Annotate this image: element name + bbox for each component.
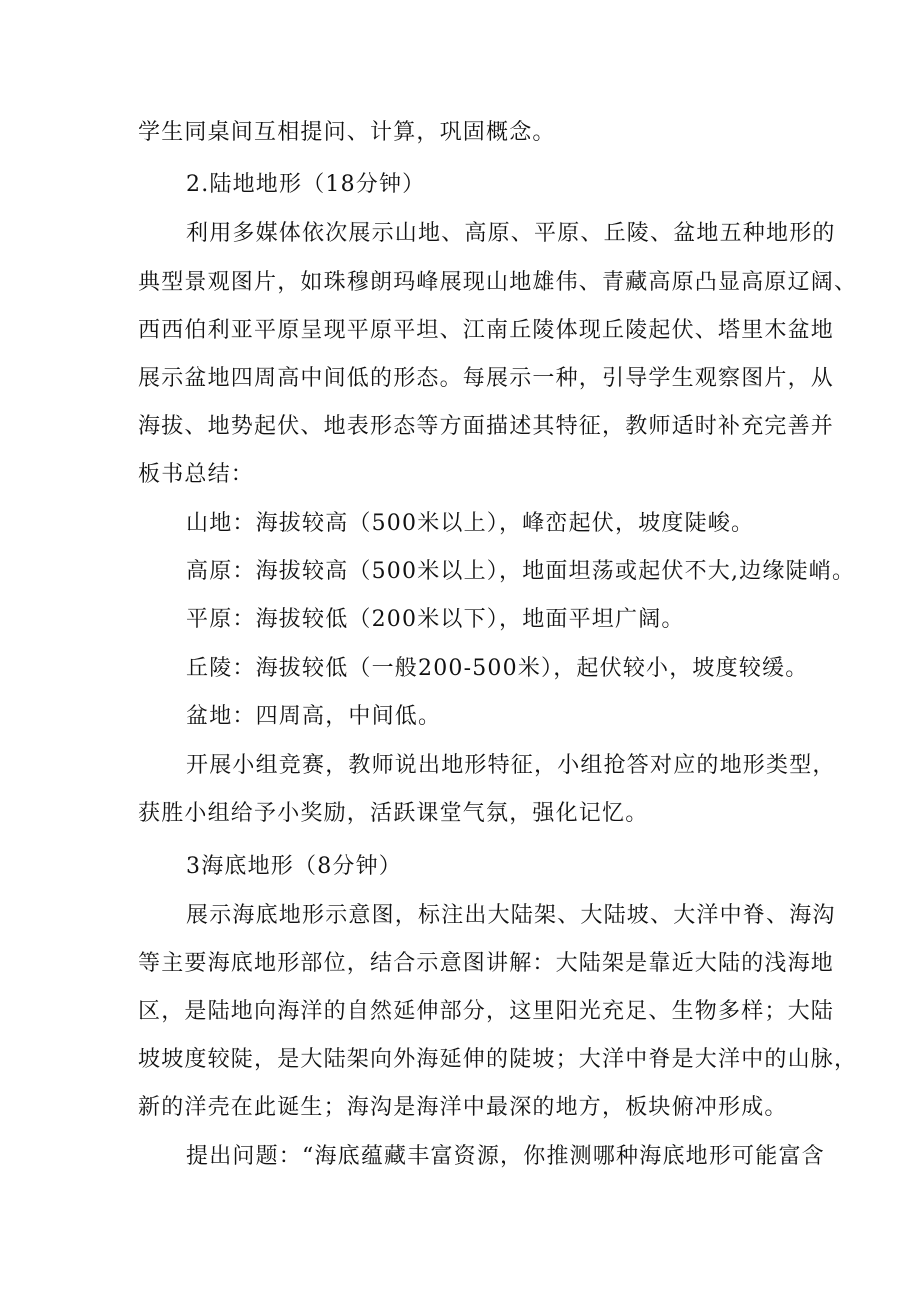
summary-hills: 丘陵：海拔较低（一般200-500米），起伏较小，坡度较缓。 — [186, 656, 809, 681]
text-line-17: 展示海底地形示意图，标注出大陆架、大陆坡、大洋中脊、海沟 — [186, 903, 836, 928]
text-line-14: 开展小组竞赛，教师说出地形特征，小组抢答对应的地形类型， — [186, 753, 836, 778]
text-line-21: 新的洋壳在此诞生；海沟是海洋中最深的地方，板块俯冲形成。 — [138, 1095, 788, 1120]
text-line-22: 提出问题：“海底蕴藏丰富资源，你推测哪种海底地形可能富含 — [186, 1144, 825, 1169]
text-line-20: 坡坡度较陡，是大陆架向外海延伸的陡坡；大洋中脊是大洋中的山脉， — [138, 1047, 858, 1072]
summary-plain: 平原：海拔较低（200米以下），地面平坦广阔。 — [186, 607, 685, 632]
text-line-18: 等主要海底地形部位，结合示意图讲解：大陆架是靠近大陆的浅海地 — [138, 951, 835, 976]
text-line-5: 西西伯利亚平原呈现平原平坦、江南丘陵体现丘陵起伏、塔里木盆地 — [138, 318, 835, 343]
text-line-4: 典型景观图片，如珠穆朗玛峰展现山地雄伟、青藏高原凸显高原辽阔、 — [138, 270, 858, 295]
summary-basin: 盆地：四周高，中间低。 — [186, 704, 442, 729]
summary-mountain: 山地：海拔较高（500米以上），峰峦起伏，坡度陡峻。 — [186, 511, 755, 536]
section-heading-land-landforms: 2.陆地地形（18分钟） — [186, 172, 426, 197]
text-line-3: 利用多媒体依次展示山地、高原、平原、丘陵、盆地五种地形的 — [186, 221, 836, 246]
summary-plateau: 高原：海拔较高（500米以上），地面坦荡或起伏不大,边缘陡峭。 — [186, 559, 856, 584]
text-line-7: 海拔、地势起伏、地表形态等方面描述其特征，教师适时补充完善并 — [138, 414, 835, 439]
text-line-1: 学生同桌间互相提问、计算，巩固概念。 — [138, 120, 556, 145]
text-line-8: 板书总结： — [138, 462, 255, 487]
text-line-15: 获胜小组给予小奖励，活跃课堂气氛，强化记忆。 — [138, 801, 649, 826]
text-line-19: 区，是陆地向海洋的自然延伸部分，这里阳光充足、生物多样；大陆 — [138, 999, 835, 1024]
section-heading-seafloor-landforms: 3海底地形（8分钟） — [186, 854, 402, 879]
text-line-6: 展示盆地四周高中间低的形态。每展示一种，引导学生观察图片，从 — [138, 366, 835, 391]
